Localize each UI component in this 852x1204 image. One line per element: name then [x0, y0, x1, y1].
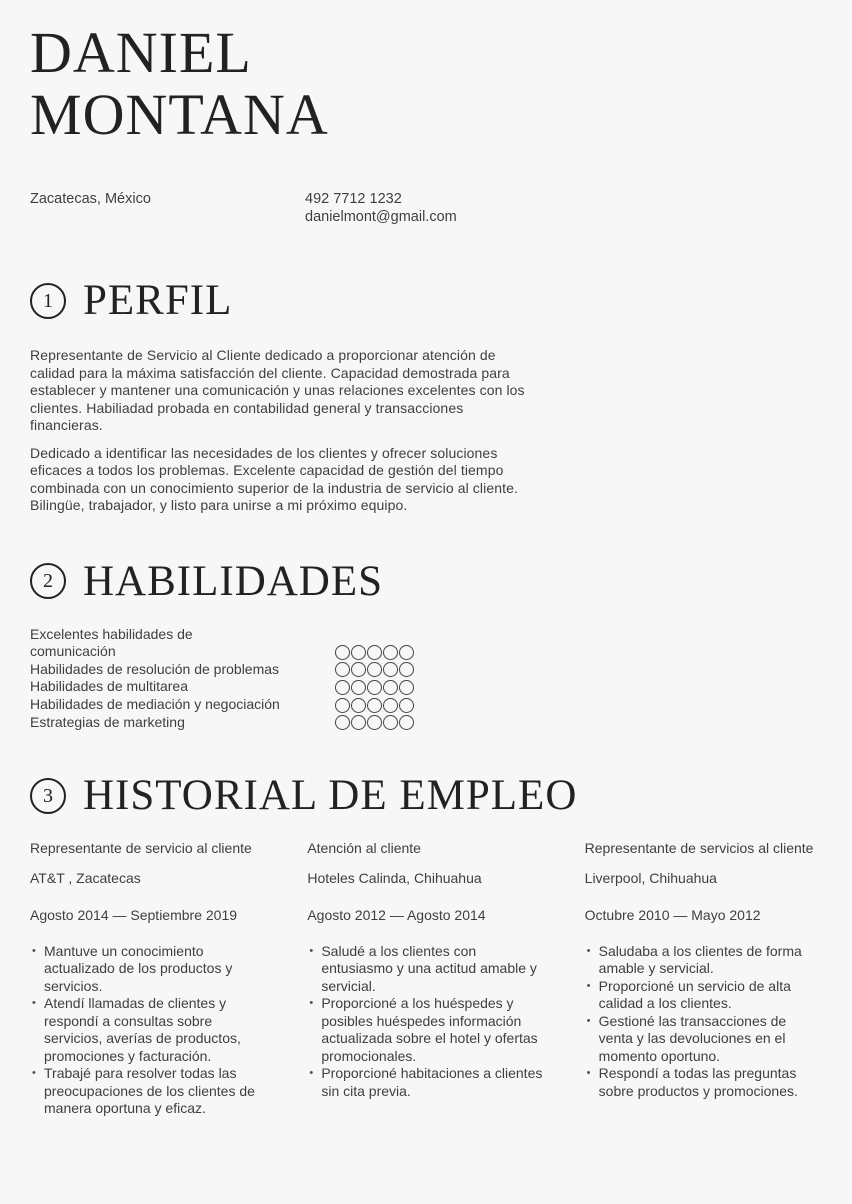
contact-location: Zacatecas, México: [30, 191, 151, 208]
job-company: Hoteles Calinda, Chihuahua: [307, 869, 482, 886]
job-bullet: • Trabajé para resolver todas las preocupaciones de los clientes de manera oportuna y eficaz.: [30, 1065, 267, 1118]
contact-info: [30, 190, 822, 226]
job-bullet: • Gestioné las transacciones de venta y las devoluciones en el momento oportuno.: [585, 1013, 822, 1066]
job-bullet: • Saludé a los clientes con entusiasmo y una actitud amable y servicial.: [307, 943, 544, 996]
name-line-1: DANIEL: [30, 20, 252, 85]
skill-rating: [335, 698, 414, 714]
perfil-text: [30, 347, 822, 515]
contact-phone: 492 7712 1232: [305, 191, 402, 208]
section-number-badge: 2: [30, 563, 66, 599]
section-historial: [30, 771, 822, 1118]
job-bullet: • Saludaba a los clientes de forma amable y servicial.: [585, 943, 822, 978]
rating-circle-icon: [335, 662, 350, 677]
historial-heading: [30, 771, 822, 820]
contact-email: danielmont@gmail.com: [305, 209, 457, 226]
name-line-2: MONTANA: [30, 82, 329, 148]
rating-circle-icon: [399, 698, 414, 713]
skill-row: [30, 678, 822, 696]
rating-circle-icon: [351, 698, 366, 713]
rating-circle-icon: [367, 680, 382, 695]
job-entry: [30, 840, 267, 1118]
skill-label: Habilidades de mediación y negociación: [30, 695, 280, 712]
job-dates: Octubre 2010 — Mayo 2012: [584, 907, 761, 924]
rating-circle-icon: [335, 680, 350, 695]
section-number-badge: 3: [30, 778, 66, 814]
skill-row: [30, 626, 822, 661]
contact-phone-email: [305, 190, 457, 226]
job-bullet: • Proporcioné un servicio de alta calidad a los clientes.: [585, 978, 822, 1013]
skill-label: Excelentes habilidades de comunicación: [30, 625, 193, 660]
job-dates: Agosto 2014 — Septiembre 2019: [30, 907, 238, 924]
skill-row: [30, 661, 822, 679]
perfil-paragraph: Representante de Servicio al Cliente dedicado a proporcionar atención de calidad para la máxima satisfacción del cliente. Capacidad demostrada para establecer y mantener una comunicación y unas relaciones excelentes con los clientes. Habiliadad probada en contabilidad general y transacciones financieras.: [30, 347, 525, 434]
job-title: Representante de servicios al cliente: [584, 840, 814, 857]
job-title: Representante de servicio al cliente: [30, 840, 252, 857]
job-bullet: • Atendí llamadas de clientes y respondí a consultas sobre servicios, averías de productos, promociones y facturación.: [30, 995, 267, 1065]
rating-circle-icon: [367, 698, 382, 713]
section-number-badge: 1: [30, 283, 66, 319]
job-bullet: • Respondí a todas las preguntas sobre productos y promociones.: [585, 1065, 822, 1100]
skill-rating: [335, 645, 414, 661]
section-habilidades: [30, 557, 822, 732]
jobs-grid: [30, 840, 822, 1118]
rating-circle-icon: [399, 645, 414, 660]
rating-circle-icon: [367, 662, 382, 677]
job-title: Atención al cliente: [307, 840, 421, 857]
job-company: Liverpool, Chihuahua: [584, 869, 717, 886]
rating-circle-icon: [399, 680, 414, 695]
perfil-heading: [30, 276, 822, 325]
job-bullets: [585, 943, 822, 1101]
section-perfil: [30, 276, 822, 515]
job-dates: Agosto 2012 — Agosto 2014: [307, 907, 486, 924]
skill-label: Habilidades de multitarea: [30, 678, 188, 695]
rating-circle-icon: [335, 698, 350, 713]
job-bullet: • Mantuve un conocimiento actualizado de los productos y servicios.: [30, 943, 267, 996]
rating-circle-icon: [351, 715, 366, 730]
rating-circle-icon: [351, 645, 366, 660]
skills-list: [30, 626, 822, 732]
skill-rating: [335, 662, 414, 678]
candidate-name: [30, 22, 822, 146]
job-entry: [585, 840, 822, 1118]
section-title: HABILIDADES: [83, 557, 384, 605]
rating-circle-icon: [383, 645, 398, 660]
rating-circle-icon: [335, 715, 350, 730]
skill-rating: [335, 680, 414, 696]
section-title: HISTORIAL DE EMPLEO: [83, 772, 578, 820]
rating-circle-icon: [383, 680, 398, 695]
job-bullet: • Proporcioné a los huéspedes y posibles huéspedes información actualizada sobre el hotel y ofertas promocionales.: [307, 995, 544, 1065]
rating-circle-icon: [351, 662, 366, 677]
skill-row: [30, 714, 822, 732]
rating-circle-icon: [383, 662, 398, 677]
rating-circle-icon: [383, 698, 398, 713]
rating-circle-icon: [383, 715, 398, 730]
job-bullet: • Proporcioné habitaciones a clientes sin cita previa.: [307, 1065, 544, 1100]
rating-circle-icon: [399, 662, 414, 677]
rating-circle-icon: [367, 645, 382, 660]
skill-label: Estrategias de marketing: [30, 713, 185, 730]
skill-rating: [335, 715, 414, 731]
skill-row: [30, 696, 822, 714]
job-entry: [307, 840, 544, 1118]
rating-circle-icon: [351, 680, 366, 695]
section-title: PERFIL: [83, 277, 233, 325]
job-company: AT&T , Zacatecas: [30, 869, 141, 886]
job-bullets: [307, 943, 544, 1101]
habilidades-heading: [30, 557, 822, 606]
rating-circle-icon: [335, 645, 350, 660]
rating-circle-icon: [399, 715, 414, 730]
perfil-paragraph: Dedicado a identificar las necesidades de los clientes y ofrecer soluciones eficaces a todos los problemas. Excelente capacidad de gestión del tiempo combinada con un conocimiento superior de la industria de servicio al cliente. Bilingüe, trabajador, y listo para unirse a mi próximo equipo.: [30, 444, 518, 514]
rating-circle-icon: [367, 715, 382, 730]
job-bullets: [30, 943, 267, 1118]
skill-label: Habilidades de resolución de problemas: [30, 660, 280, 677]
header: [30, 22, 822, 226]
